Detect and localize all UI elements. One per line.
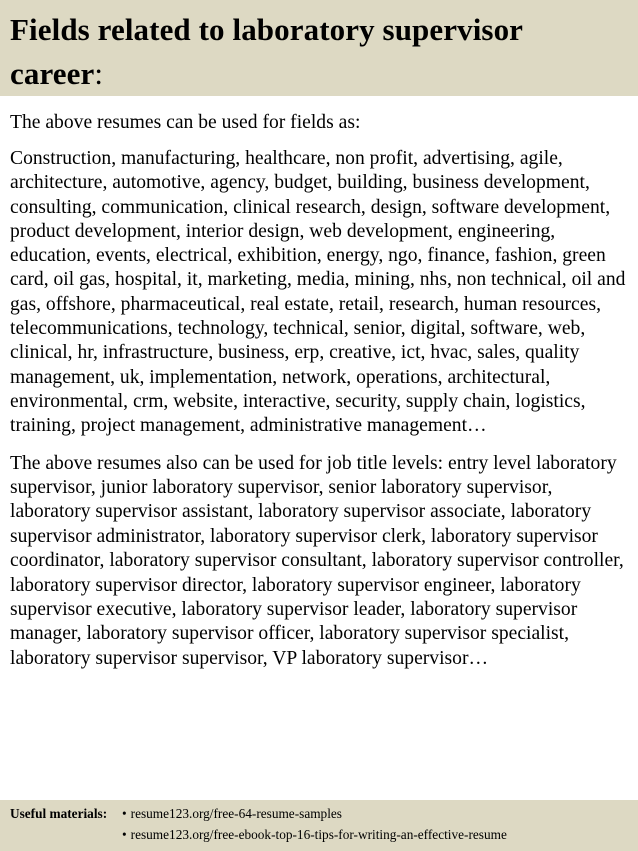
footer-link-resume-samples[interactable]: resume123.org/free-64-resume-samples [130, 806, 342, 821]
main-content [10, 111, 632, 671]
footer-indent [10, 824, 122, 845]
fields-paragraph: Construction, manufacturing, healthcare, non profit, advertising, agile, architecture, automotive, agency, budget, building, business development, consulting, communication, clinical research, design, software development, product development, interior design, web development, engineering, education, events, electrical, exhibition, energy, ngo, finance, fashion, green card, oil gas, hospital, it, marketing, media, mining, nhs, non technical, oil and gas, offshore, pharmaceutical, real estate, retail, research, human resources, telecommunications, technology, technical, senior, digital, software, web, clinical, hr, infrastructure, business, erp, creative, ict, hvac, sales, quality management, uk, implementation, network, operations, architectural, environmental, crm, website, interactive, security, supply chain, logistics, training, project management, administrative management… [10, 148, 626, 437]
page-title-line1: Fields related to laboratory supervisor [10, 12, 524, 47]
bullet-icon: • [122, 806, 127, 821]
footer-link-ebook[interactable]: resume123.org/free-ebook-top-16-tips-for-writing-an-effective-resume [130, 827, 507, 842]
page-title [10, 8, 628, 96]
bullet-icon: • [122, 827, 127, 842]
useful-materials-label-colon: : [102, 806, 108, 821]
title-bar [0, 0, 638, 96]
useful-materials-footer [0, 800, 638, 851]
page-title-colon: : [94, 56, 104, 91]
useful-materials-label [10, 803, 122, 824]
job-levels-paragraph: The above resumes also can be used for job title levels: entry level laboratory supervisor, junior laboratory supervisor, senior laboratory supervisor, laboratory supervisor assistant, laboratory supervisor associate, laboratory supervisor administrator, laboratory supervisor clerk, laboratory supervisor coordinator, laboratory supervisor consultant, laboratory supervisor controller, laboratory supervisor director, laboratory supervisor engineer, laboratory supervisor executive, laboratory supervisor leader, laboratory supervisor manager, laboratory supervisor officer, laboratory supervisor specialist, laboratory supervisor supervisor, VP laboratory supervisor… [10, 452, 624, 669]
footer-row-2 [10, 824, 628, 845]
useful-materials-label-text: Useful materials [10, 806, 103, 821]
footer-row-1 [10, 803, 628, 824]
intro-text: The above resumes can be used for fields as: [10, 112, 361, 133]
page-title-line2: career [10, 56, 95, 91]
